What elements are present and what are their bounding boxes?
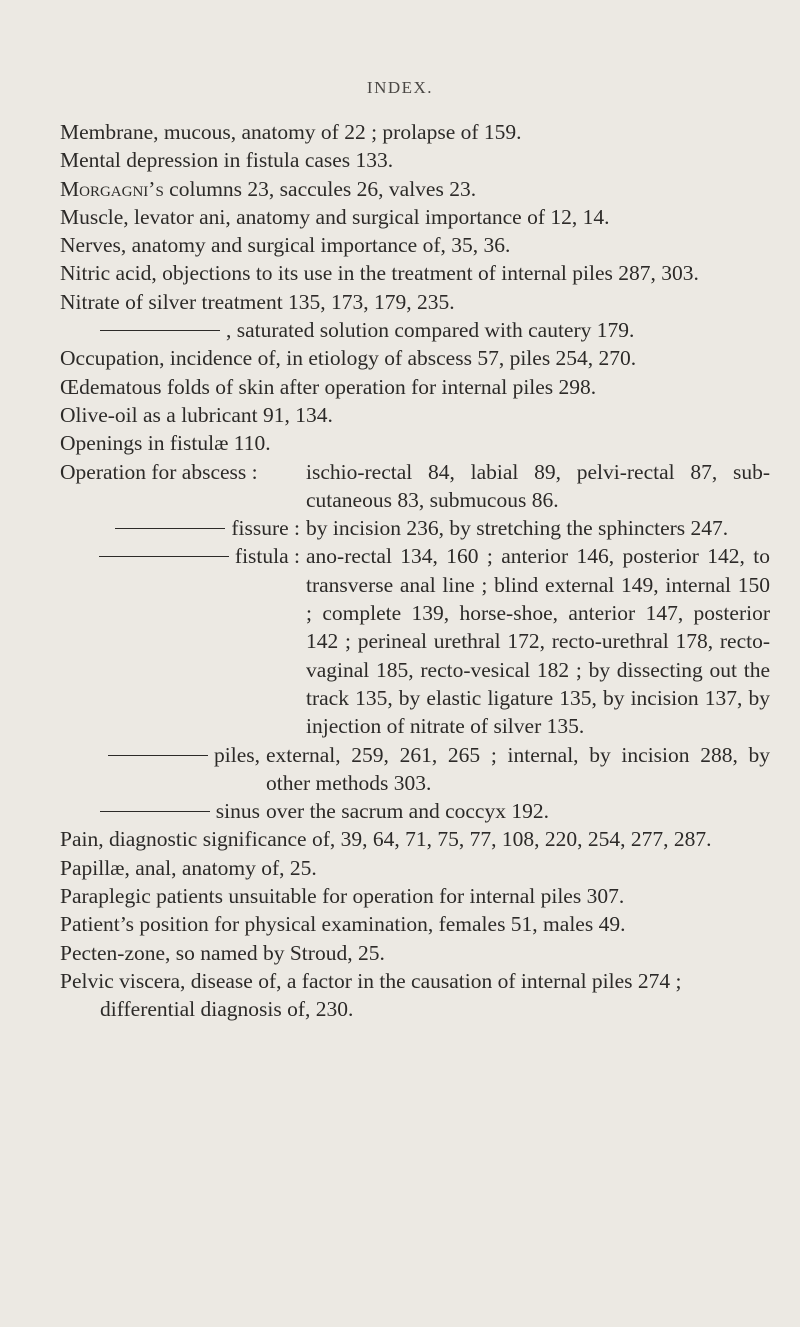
operation-abscess-label: Operation for abscess : (60, 459, 258, 484)
ditto-dash (100, 330, 220, 331)
entry-operation-abscess (60, 458, 770, 515)
entry-oedematous: Œdematous folds of skin after operation for internal piles 298. (60, 374, 597, 399)
ditto-dash (115, 528, 225, 529)
entry-patient-position: Patient’s position for physical examination, females 51, males 49. (60, 912, 626, 937)
entry-openings: Openings in fistulæ 110. (60, 431, 271, 456)
operation-abscess-text: ischio-rectal 84, labial 89, pelvi-rectal 87, sub-cutaneous 83, submucous 86. (306, 459, 770, 512)
entry-operation-piles (60, 741, 770, 798)
page-header: INDEX. (366, 78, 434, 97)
entry-pelvic-viscera: Pelvic viscera, disease of, a factor in the causation of internal piles 274 ; differential diagnosis of, 230. (60, 968, 682, 1022)
entry-morgagni-text: columns 23, saccules 26, valves 23. (163, 176, 477, 201)
entry-membrane: Membrane, mucous, anatomy of 22 ; prolapse of 159. (60, 120, 522, 144)
entry-occupation: Occupation, incidence of, in etiology of abscess 57, piles 254, 270. (60, 346, 637, 371)
entry-nitrate-silver: Nitrate of silver treatment 135, 173, 179, 235. (60, 289, 455, 314)
entry-operation-fistula (60, 542, 770, 740)
entry-operation-fissure (60, 514, 770, 542)
entry-papillae: Papillæ, anal, anatomy of, 25. (60, 855, 317, 880)
operation-fissure-text: by incision 236, by stretching the sphincters 247. (306, 516, 729, 541)
operation-fistula-lead (60, 542, 300, 740)
ditto-dash (108, 755, 208, 756)
operation-fistula-text: ano-rectal 134, 160 ; anterior 146, posterior 142, to transverse anal line ; blind external 149, internal 150 ; complete 139, horse-shoe, anterior 147, posterior 142 ; perineal urethral 172, recto-urethral 178, recto-vaginal 185, recto-vesical 182 ; by dissecting out the track 135, by elastic ligature 135, by incision 137, by injection of nitrate of silver 135. (306, 544, 770, 739)
operation-sinus-lead (60, 797, 260, 825)
entry-olive-oil: Olive-oil as a lubricant 91, 134. (60, 402, 333, 427)
operation-fistula-label: fistula : (234, 544, 300, 569)
index-entries (60, 118, 770, 1024)
ditto-dash (99, 556, 229, 557)
entry-operation-sinus (60, 797, 770, 825)
ditto-dash (100, 811, 210, 812)
entry-nitrate-saturated-text: , saturated solution compared with cautery 179. (226, 318, 635, 343)
entry-nitrate-saturated (60, 316, 770, 344)
entry-nitric-acid: Nitric acid, objections to its use in the treatment of internal piles 287, 303. (60, 261, 699, 286)
operation-fissure-label: fissure : (231, 516, 300, 541)
entry-pecten-zone: Pecten-zone, so named by Stroud, 25. (60, 940, 385, 965)
operation-piles-lead (60, 741, 260, 798)
operation-fissure-lead (60, 514, 300, 542)
entry-muscle: Muscle, levator ani, anatomy and surgical importance of 12, 14. (60, 204, 610, 229)
operation-sinus-text: over the sacrum and coccyx 192. (266, 799, 549, 824)
entry-paraplegic: Paraplegic patients unsuitable for operation for internal piles 307. (60, 884, 625, 909)
operation-piles-label: piles, (214, 742, 260, 767)
operation-sinus-label: sinus (215, 799, 260, 824)
entry-morgagni (60, 175, 770, 203)
operation-piles-text: external, 259, 261, 265 ; internal, by incision 288, by other methods 303. (266, 742, 770, 795)
entry-mental-depression: Mental depression in fistula cases 133. (60, 148, 394, 173)
entry-morgagni-name: Morgagni’s (60, 176, 164, 201)
entry-nerves: Nerves, anatomy and surgical importance of, 35, 36. (60, 233, 511, 258)
operation-abscess-lead (60, 458, 300, 515)
entry-pain: Pain, diagnostic significance of, 39, 64, 71, 75, 77, 108, 220, 254, 277, 287. (60, 827, 712, 852)
